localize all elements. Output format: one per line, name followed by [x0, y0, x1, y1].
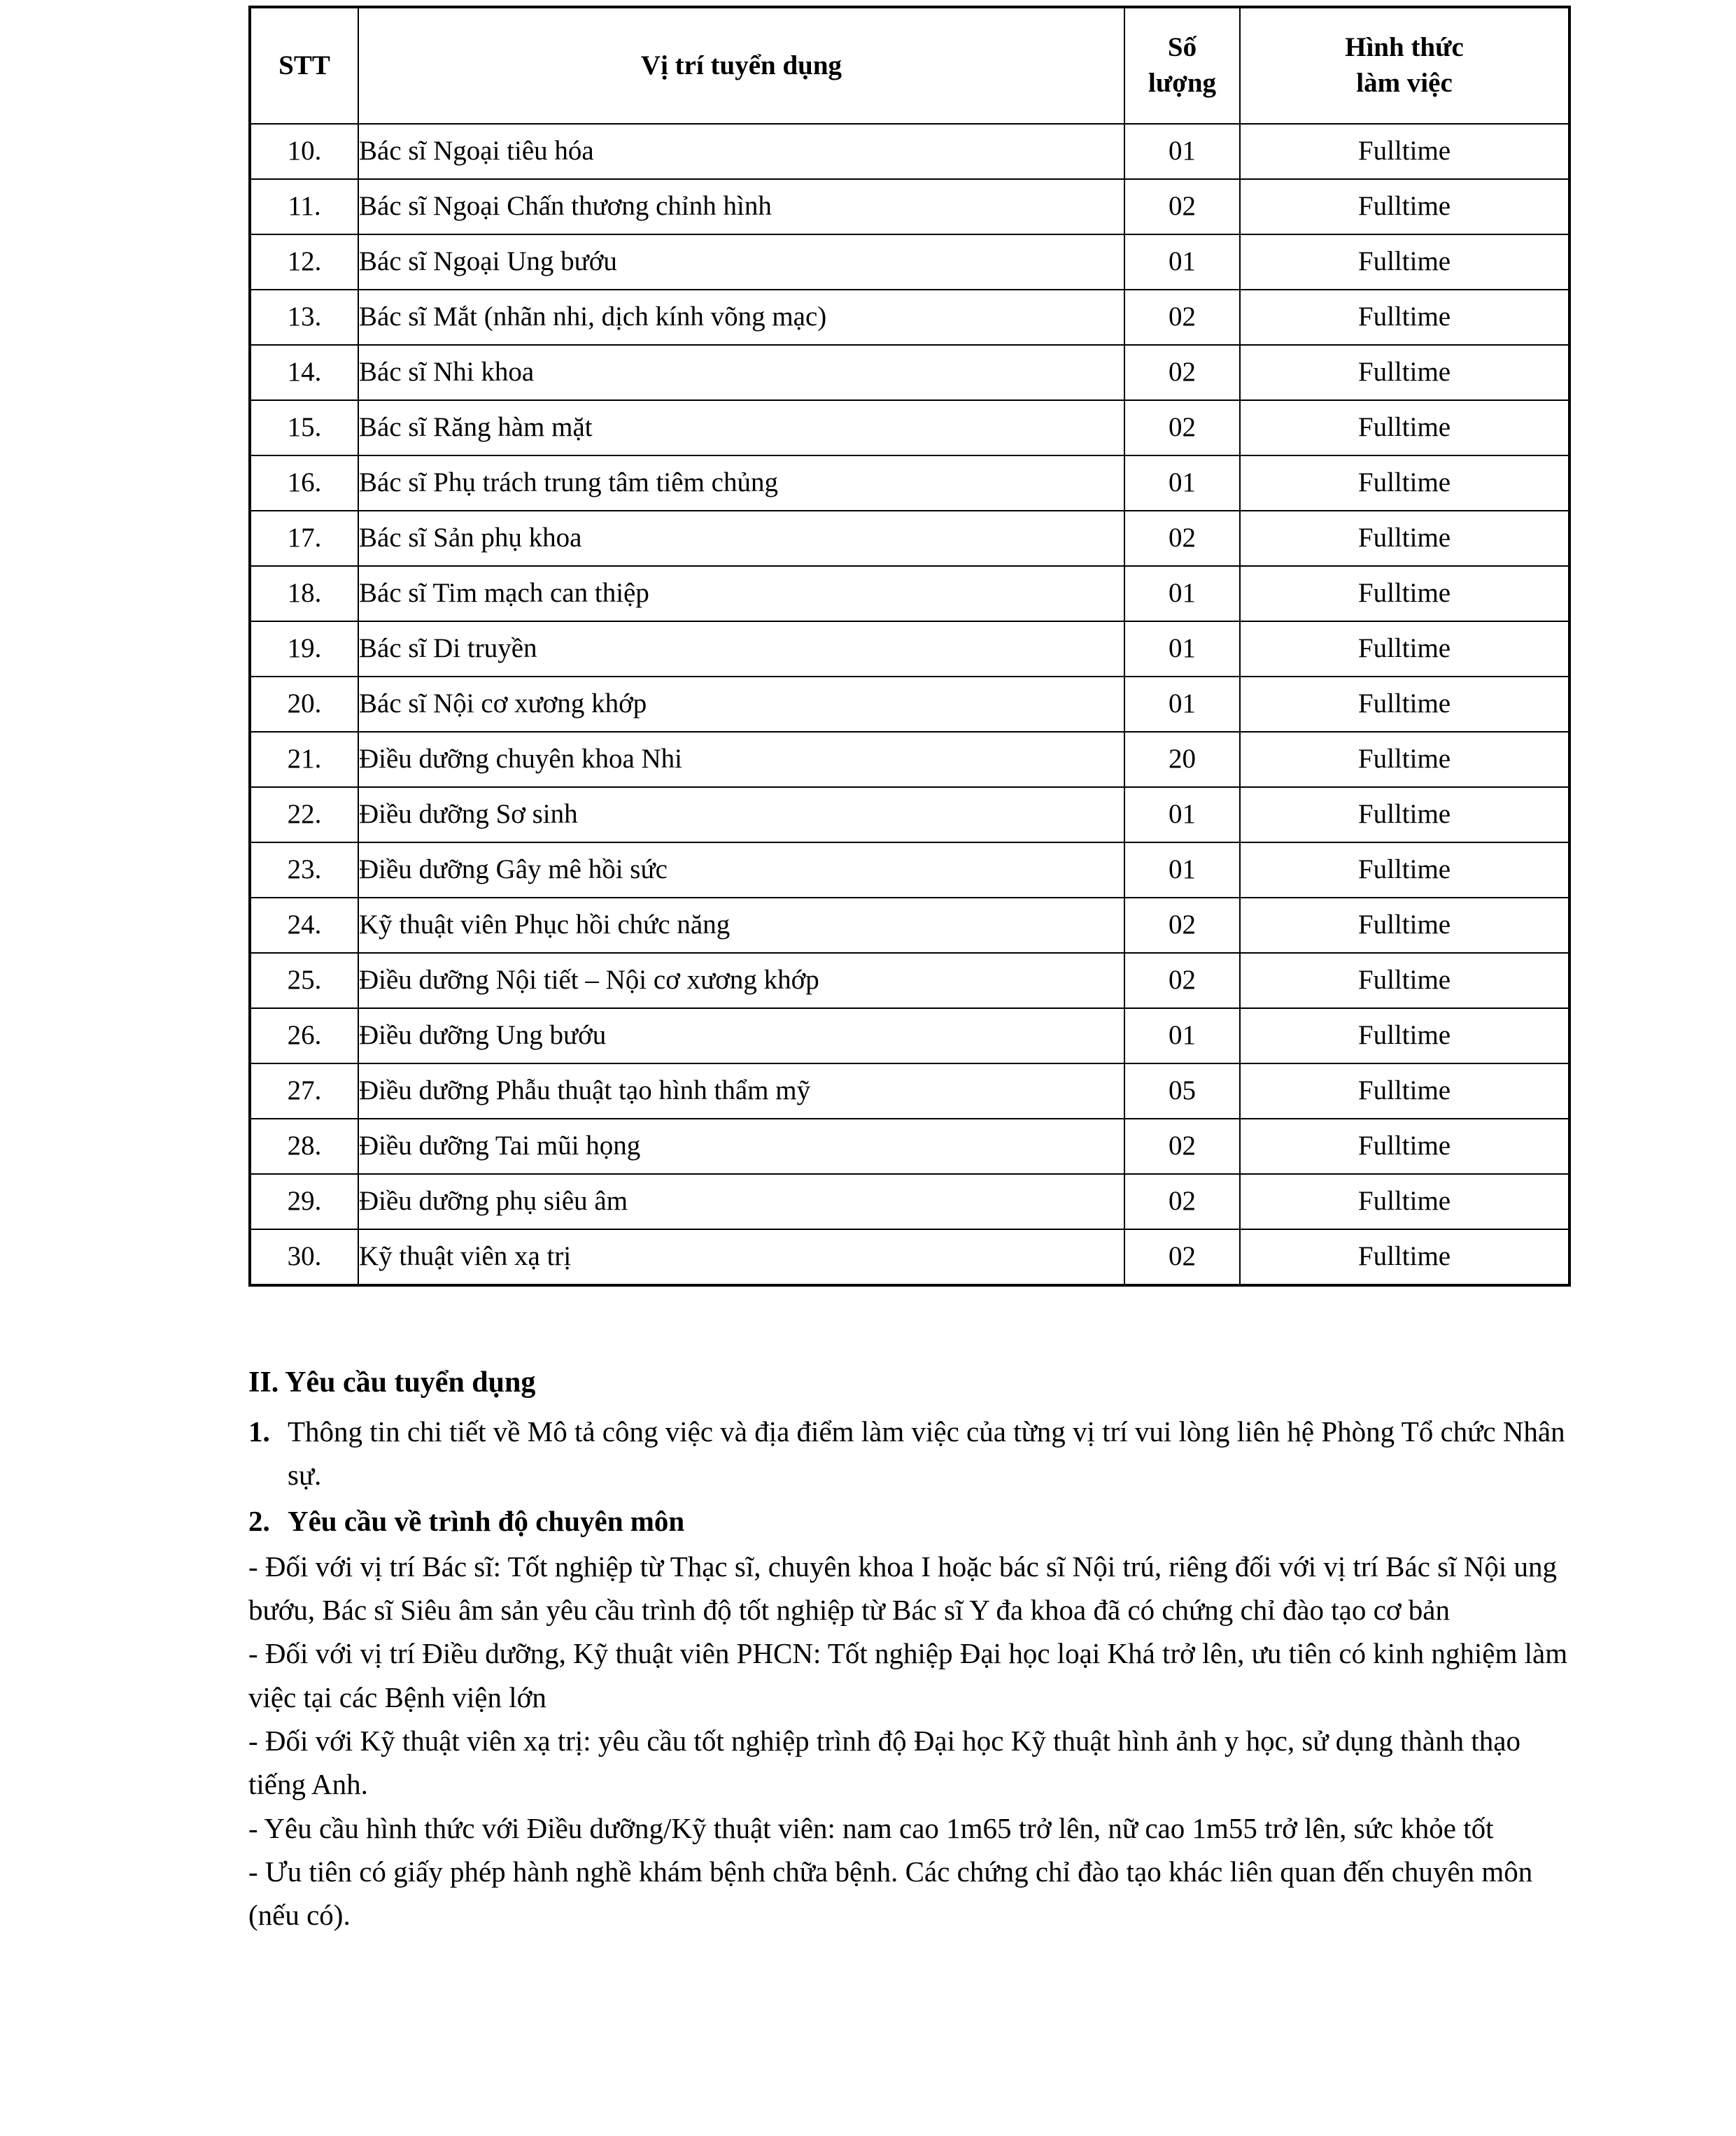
cell-work-mode: Fulltime: [1240, 1174, 1569, 1229]
cell-position: Điều dưỡng Tai mũi họng: [358, 1119, 1124, 1174]
table-row: [250, 732, 1569, 787]
requirement-item-1: [248, 1410, 1578, 1497]
requirement-item-2: [248, 1499, 1578, 1543]
table-row: [250, 179, 1569, 234]
cell-work-mode: Fulltime: [1240, 290, 1569, 345]
table-row: [250, 953, 1569, 1008]
cell-quantity: 01: [1124, 455, 1240, 511]
cell-stt: 20.: [250, 677, 358, 732]
cell-work-mode: Fulltime: [1240, 898, 1569, 953]
column-header-stt: STT: [250, 7, 358, 124]
column-header-quantity: [1124, 7, 1240, 124]
cell-stt: 28.: [250, 1119, 358, 1174]
table-row: [250, 1063, 1569, 1119]
recruitment-table: [248, 6, 1571, 1287]
cell-work-mode: Fulltime: [1240, 345, 1569, 400]
cell-stt: 26.: [250, 1008, 358, 1063]
table-row: [250, 400, 1569, 455]
cell-quantity: 02: [1124, 400, 1240, 455]
table-row: [250, 842, 1569, 898]
cell-position: Bác sĩ Di truyền: [358, 621, 1124, 677]
requirement-item-1-text: Thông tin chi tiết về Mô tả công việc và địa điểm làm việc của từng vị trí vui lòng liên hệ Phòng Tổ chức Nhân sự.: [288, 1415, 1565, 1492]
table-row: [250, 1119, 1569, 1174]
requirements-section: [248, 1361, 1578, 1937]
cell-stt: 12.: [250, 234, 358, 290]
cell-work-mode: Fulltime: [1240, 1229, 1569, 1285]
cell-work-mode: Fulltime: [1240, 566, 1569, 621]
cell-position: Bác sĩ Nhi khoa: [358, 345, 1124, 400]
cell-quantity: 02: [1124, 1119, 1240, 1174]
cell-position: Bác sĩ Ngoại Ung bướu: [358, 234, 1124, 290]
cell-stt: 11.: [250, 179, 358, 234]
recruitment-table-container: [248, 6, 1568, 1287]
cell-quantity: 01: [1124, 234, 1240, 290]
cell-position: Điều dưỡng chuyên khoa Nhi: [358, 732, 1124, 787]
cell-quantity: 02: [1124, 1174, 1240, 1229]
requirement-bullet-list: [248, 1545, 1578, 1937]
cell-work-mode: Fulltime: [1240, 1063, 1569, 1119]
cell-quantity: 02: [1124, 953, 1240, 1008]
requirement-item-2-text: Yêu cầu về trình độ chuyên môn: [288, 1505, 685, 1538]
cell-quantity: 01: [1124, 621, 1240, 677]
table-row: [250, 1008, 1569, 1063]
requirement-bullet: - Yêu cầu hình thức với Điều dưỡng/Kỹ thuật viên: nam cao 1m65 trở lên, nữ cao 1m55 trở lên, sức khỏe tốt: [248, 1811, 1494, 1844]
cell-quantity: 02: [1124, 898, 1240, 953]
cell-quantity: 01: [1124, 842, 1240, 898]
cell-quantity: 01: [1124, 124, 1240, 179]
cell-stt: 17.: [250, 511, 358, 566]
cell-stt: 22.: [250, 787, 358, 842]
table-row: [250, 621, 1569, 677]
table-row: [250, 124, 1569, 179]
table-row: [250, 234, 1569, 290]
cell-work-mode: Fulltime: [1240, 234, 1569, 290]
cell-position: Bác sĩ Răng hàm mặt: [358, 400, 1124, 455]
column-header-position: Vị trí tuyển dụng: [358, 7, 1124, 124]
cell-work-mode: Fulltime: [1240, 1008, 1569, 1063]
cell-work-mode: Fulltime: [1240, 842, 1569, 898]
section-heading-ii: II. Yêu cầu tuyển dụng: [248, 1366, 536, 1399]
cell-quantity: 02: [1124, 345, 1240, 400]
cell-quantity: 02: [1124, 290, 1240, 345]
table-row: [250, 455, 1569, 511]
table-row: [250, 898, 1569, 953]
requirement-bullet: - Đối với vị trí Bác sĩ: Tốt nghiệp từ Thạc sĩ, chuyên khoa I hoặc bác sĩ Nội trú, riêng đối với vị trí Bác sĩ Nội ung bướu, Bác sĩ Siêu âm sản yêu cầu trình độ tốt nghiệp từ Bác sĩ Y đa khoa đã có chứng chỉ đào tạo cơ bản: [248, 1550, 1558, 1627]
cell-work-mode: Fulltime: [1240, 455, 1569, 511]
cell-stt: 15.: [250, 400, 358, 455]
table-body: [250, 124, 1569, 1285]
cell-quantity: 01: [1124, 787, 1240, 842]
cell-work-mode: Fulltime: [1240, 179, 1569, 234]
column-header-quantity-line1: Số: [1167, 32, 1197, 63]
cell-work-mode: Fulltime: [1240, 400, 1569, 455]
cell-stt: 18.: [250, 566, 358, 621]
table-row: [250, 787, 1569, 842]
column-header-work-mode-line1: Hình thức: [1345, 32, 1464, 63]
table-row: [250, 1229, 1569, 1285]
cell-stt: 14.: [250, 345, 358, 400]
cell-quantity: 05: [1124, 1063, 1240, 1119]
cell-quantity: 20: [1124, 732, 1240, 787]
cell-stt: 24.: [250, 898, 358, 953]
table-row: [250, 345, 1569, 400]
cell-position: Kỹ thuật viên xạ trị: [358, 1229, 1124, 1285]
cell-stt: 10.: [250, 124, 358, 179]
cell-position: Bác sĩ Ngoại tiêu hóa: [358, 124, 1124, 179]
requirement-bullet: - Đối với vị trí Điều dưỡng, Kỹ thuật viên PHCN: Tốt nghiệp Đại học loại Khá trở lên, ưu tiên có kinh nghiệm làm việc tại các Bệnh viện lớn: [248, 1637, 1568, 1713]
cell-quantity: 02: [1124, 179, 1240, 234]
cell-stt: 19.: [250, 621, 358, 677]
cell-stt: 23.: [250, 842, 358, 898]
cell-stt: 29.: [250, 1174, 358, 1229]
cell-stt: 25.: [250, 953, 358, 1008]
table-row: [250, 677, 1569, 732]
requirement-bullet: - Đối với Kỹ thuật viên xạ trị: yêu cầu tốt nghiệp trình độ Đại học Kỹ thuật hình ảnh y học, sử dụng thành thạo tiếng Anh.: [248, 1725, 1520, 1801]
cell-position: Điều dưỡng Ung bướu: [358, 1008, 1124, 1063]
requirement-item-1-number: 1.: [248, 1415, 270, 1448]
cell-position: Bác sĩ Ngoại Chấn thương chỉnh hình: [358, 179, 1124, 234]
cell-work-mode: Fulltime: [1240, 124, 1569, 179]
cell-position: Bác sĩ Tim mạch can thiệp: [358, 566, 1124, 621]
cell-stt: 16.: [250, 455, 358, 511]
cell-stt: 13.: [250, 290, 358, 345]
table-row: [250, 1174, 1569, 1229]
cell-quantity: 02: [1124, 1229, 1240, 1285]
requirement-item-2-number: 2.: [248, 1505, 270, 1538]
cell-work-mode: Fulltime: [1240, 732, 1569, 787]
cell-position: Điều dưỡng Sơ sinh: [358, 787, 1124, 842]
table-header: [250, 7, 1569, 124]
column-header-work-mode-line2: làm việc: [1356, 68, 1453, 98]
cell-position: Điều dưỡng Gây mê hồi sức: [358, 842, 1124, 898]
cell-work-mode: Fulltime: [1240, 953, 1569, 1008]
column-header-work-mode: [1240, 7, 1569, 124]
cell-quantity: 01: [1124, 677, 1240, 732]
requirement-bullet: - Ưu tiên có giấy phép hành nghề khám bệnh chữa bệnh. Các chứng chỉ đào tạo khác liên quan đến chuyên môn (nếu có).: [248, 1855, 1533, 1932]
cell-position: Điều dưỡng phụ siêu âm: [358, 1174, 1124, 1229]
cell-work-mode: Fulltime: [1240, 511, 1569, 566]
cell-work-mode: Fulltime: [1240, 677, 1569, 732]
cell-position: Bác sĩ Mắt (nhãn nhi, dịch kính võng mạc): [358, 290, 1124, 345]
cell-work-mode: Fulltime: [1240, 787, 1569, 842]
table-row: [250, 566, 1569, 621]
cell-stt: 21.: [250, 732, 358, 787]
table-row: [250, 290, 1569, 345]
cell-position: Điều dưỡng Phẫu thuật tạo hình thẩm mỹ: [358, 1063, 1124, 1119]
table-header-row: [250, 7, 1569, 124]
cell-quantity: 02: [1124, 511, 1240, 566]
cell-stt: 27.: [250, 1063, 358, 1119]
cell-position: Điều dưỡng Nội tiết – Nội cơ xương khớp: [358, 953, 1124, 1008]
cell-position: Bác sĩ Phụ trách trung tâm tiêm chủng: [358, 455, 1124, 511]
cell-position: Bác sĩ Nội cơ xương khớp: [358, 677, 1124, 732]
cell-stt: 30.: [250, 1229, 358, 1285]
cell-position: Bác sĩ Sản phụ khoa: [358, 511, 1124, 566]
cell-quantity: 01: [1124, 566, 1240, 621]
cell-position: Kỹ thuật viên Phục hồi chức năng: [358, 898, 1124, 953]
column-header-quantity-line2: lượng: [1148, 68, 1217, 98]
table-row: [250, 511, 1569, 566]
cell-work-mode: Fulltime: [1240, 621, 1569, 677]
cell-quantity: 01: [1124, 1008, 1240, 1063]
cell-work-mode: Fulltime: [1240, 1119, 1569, 1174]
